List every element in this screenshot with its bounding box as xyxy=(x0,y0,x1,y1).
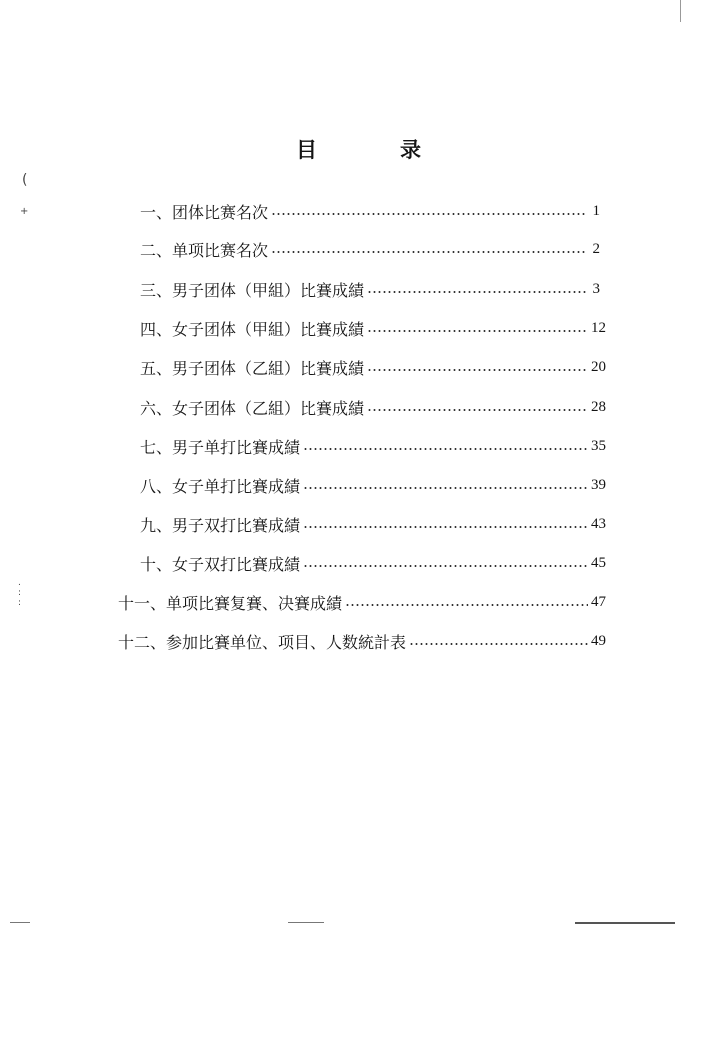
toc-label: 团体比赛名次 xyxy=(172,202,269,222)
toc-page-number: 12 xyxy=(591,319,606,336)
dot-leader xyxy=(271,251,587,253)
toc-number: 七、 xyxy=(140,437,173,457)
toc-entry xyxy=(140,354,606,380)
dot-leader xyxy=(345,604,588,606)
toc-label: 女子单打比賽成績 xyxy=(172,476,301,496)
toc-entry xyxy=(140,394,606,420)
toc-number: 三、 xyxy=(140,280,173,300)
toc-label: 男子单打比賽成績 xyxy=(172,437,301,457)
toc-label: 单项比賽复賽、决賽成績 xyxy=(166,593,343,613)
dot-leader xyxy=(303,565,588,567)
scan-edge-mark xyxy=(680,0,681,22)
dot-leader xyxy=(303,526,588,528)
scan-rule-center xyxy=(288,922,324,923)
toc-label: 女子双打比賽成績 xyxy=(172,554,301,574)
toc-page-number: 47 xyxy=(591,593,606,610)
dot-leader xyxy=(367,369,588,371)
toc-page-number: 45 xyxy=(591,554,606,571)
scan-speck: ( xyxy=(22,172,28,188)
dot-leader xyxy=(409,643,588,645)
toc-number: 九、 xyxy=(140,515,173,535)
scan-speck: . : : xyxy=(18,578,22,608)
toc-entry xyxy=(140,315,606,341)
toc-number: 十、 xyxy=(140,554,173,574)
dot-leader xyxy=(271,213,587,215)
dot-leader xyxy=(367,409,588,411)
title-char: 录 xyxy=(400,137,421,162)
toc-page-number: 39 xyxy=(591,476,606,493)
toc-label: 女子团体（甲組）比賽成績 xyxy=(172,319,365,339)
toc-number: 十二、 xyxy=(118,632,167,652)
toc-number: 四、 xyxy=(140,319,173,339)
title-char: 目 xyxy=(296,137,317,162)
toc-number: 二、 xyxy=(140,240,173,260)
toc-entry xyxy=(140,550,606,576)
dot-leader xyxy=(303,487,588,489)
dot-leader xyxy=(303,448,588,450)
toc-number: 六、 xyxy=(140,398,173,418)
toc-page-number: 3 xyxy=(592,280,600,297)
toc-number: 十一、 xyxy=(118,593,167,613)
toc-label: 参加比賽单位、项目、人数統計表 xyxy=(166,632,407,652)
toc-number: 一、 xyxy=(140,202,173,222)
toc-page-number: 49 xyxy=(591,632,606,649)
scan-speck: + xyxy=(20,206,29,217)
toc-entry xyxy=(140,511,606,537)
toc-entry xyxy=(140,236,600,262)
toc-page-number: 20 xyxy=(591,358,606,375)
toc-page-number: 35 xyxy=(591,437,606,454)
toc-label: 男子团体（甲組）比賽成績 xyxy=(172,280,365,300)
toc-entry xyxy=(140,198,600,224)
scan-rule-right xyxy=(575,922,675,924)
toc-page-number: 2 xyxy=(592,240,600,257)
toc-label: 男子团体（乙組）比賽成績 xyxy=(172,358,365,378)
toc-page-number: 1 xyxy=(592,202,600,219)
toc-label: 女子团体（乙組）比賽成績 xyxy=(172,398,365,418)
toc-number: 八、 xyxy=(140,476,173,496)
toc-entry xyxy=(118,628,606,654)
toc-page-number: 28 xyxy=(591,398,606,415)
toc-label: 单项比赛名次 xyxy=(172,240,269,260)
toc-entry xyxy=(140,472,606,498)
dot-leader xyxy=(367,330,588,332)
toc-entry xyxy=(140,433,606,459)
toc-label: 男子双打比賽成績 xyxy=(172,515,301,535)
toc-entry xyxy=(140,276,600,302)
toc-page-number: 43 xyxy=(591,515,606,532)
dot-leader xyxy=(367,291,587,293)
toc-entry xyxy=(118,589,606,615)
toc-number: 五、 xyxy=(140,358,173,378)
scan-rule-left xyxy=(10,922,30,923)
